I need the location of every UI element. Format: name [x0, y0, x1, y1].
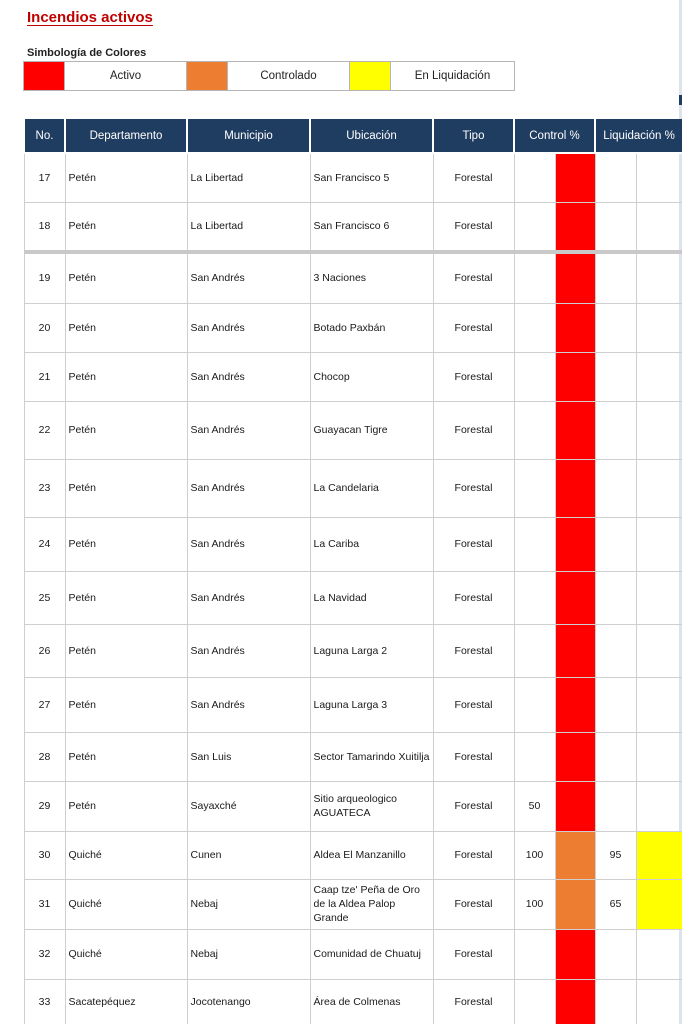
cell-liquidacion-value — [595, 459, 636, 517]
cell-control-status — [555, 979, 595, 1024]
cell-no: 27 — [24, 677, 65, 732]
legend-swatch-liquidacion — [350, 62, 391, 90]
cell-liquidacion-status — [636, 831, 682, 879]
cell-departamento: Quiché — [65, 831, 187, 879]
cell-no: 33 — [24, 979, 65, 1024]
cell-control-value — [514, 153, 555, 202]
cell-departamento: Petén — [65, 202, 187, 252]
cell-ubicacion: Área de Colmenas — [310, 979, 433, 1024]
cell-municipio: San Andrés — [187, 303, 310, 352]
table-row — [24, 929, 682, 979]
table-row — [24, 677, 682, 732]
cell-control-value — [514, 202, 555, 252]
cell-departamento: Petén — [65, 624, 187, 677]
cell-control-value: 100 — [514, 831, 555, 879]
cell-no: 19 — [24, 252, 65, 303]
cell-tipo: Forestal — [433, 459, 514, 517]
cell-tipo: Forestal — [433, 401, 514, 459]
cell-liquidacion-value — [595, 781, 636, 831]
cell-liquidacion-status — [636, 929, 682, 979]
table-row — [24, 732, 682, 781]
cell-tipo: Forestal — [433, 979, 514, 1024]
table-row — [24, 401, 682, 459]
cell-liquidacion-value — [595, 517, 636, 571]
cell-municipio: San Andrés — [187, 401, 310, 459]
cell-liquidacion-status — [636, 979, 682, 1024]
cell-ubicacion: Caap tze' Peña de Oro de la Aldea Palop Grande — [310, 879, 433, 929]
cell-no: 17 — [24, 153, 65, 202]
cell-municipio: Sayaxché — [187, 781, 310, 831]
cell-departamento: Petén — [65, 517, 187, 571]
cell-tipo: Forestal — [433, 879, 514, 929]
cell-municipio: Jocotenango — [187, 979, 310, 1024]
cell-departamento: Petén — [65, 252, 187, 303]
cell-control-status — [555, 401, 595, 459]
header-departamento: Departamento — [65, 119, 187, 153]
cell-municipio: San Andrés — [187, 459, 310, 517]
cell-tipo: Forestal — [433, 252, 514, 303]
cell-liquidacion-value: 65 — [595, 879, 636, 929]
cell-control-status — [555, 303, 595, 352]
table-row — [24, 202, 682, 252]
cell-control-value: 50 — [514, 781, 555, 831]
cell-tipo: Forestal — [433, 153, 514, 202]
cell-departamento: Petén — [65, 677, 187, 732]
cell-departamento: Quiché — [65, 929, 187, 979]
cell-municipio: Nebaj — [187, 879, 310, 929]
table-row — [24, 879, 682, 929]
cell-liquidacion-value — [595, 732, 636, 781]
cell-liquidacion-status — [636, 571, 682, 624]
cell-ubicacion: Aldea El Manzanillo — [310, 831, 433, 879]
cell-departamento: Sacatepéquez — [65, 979, 187, 1024]
cell-departamento: Petén — [65, 459, 187, 517]
cell-municipio: San Andrés — [187, 352, 310, 401]
cell-liquidacion-status — [636, 517, 682, 571]
legend-label-controlado: Controlado — [228, 62, 350, 90]
cell-no: 24 — [24, 517, 65, 571]
cell-liquidacion-value — [595, 624, 636, 677]
cell-tipo: Forestal — [433, 624, 514, 677]
cell-no: 22 — [24, 401, 65, 459]
header-no: No. — [24, 119, 65, 153]
header-municipio: Municipio — [187, 119, 310, 153]
cell-no: 31 — [24, 879, 65, 929]
cell-liquidacion-status — [636, 303, 682, 352]
cell-no: 25 — [24, 571, 65, 624]
legend-swatch-controlado — [187, 62, 228, 90]
cell-municipio: La Libertad — [187, 153, 310, 202]
cell-control-value — [514, 732, 555, 781]
cell-control-status — [555, 252, 595, 303]
cell-departamento: Petén — [65, 401, 187, 459]
cell-ubicacion: Laguna Larga 3 — [310, 677, 433, 732]
cell-liquidacion-value — [595, 571, 636, 624]
cell-control-status — [555, 352, 595, 401]
cell-liquidacion-value — [595, 401, 636, 459]
cell-control-value — [514, 571, 555, 624]
cell-no: 18 — [24, 202, 65, 252]
cell-control-status — [555, 929, 595, 979]
cell-control-status — [555, 571, 595, 624]
table-row — [24, 517, 682, 571]
color-legend — [23, 61, 515, 91]
table-row — [24, 153, 682, 202]
cell-no: 29 — [24, 781, 65, 831]
cell-control-value — [514, 624, 555, 677]
cell-ubicacion: San Francisco 5 — [310, 153, 433, 202]
cell-liquidacion-status — [636, 459, 682, 517]
cell-control-value — [514, 252, 555, 303]
table-row — [24, 571, 682, 624]
header-ubicacion: Ubicación — [310, 119, 433, 153]
cell-liquidacion-value: 95 — [595, 831, 636, 879]
cell-control-status — [555, 677, 595, 732]
cell-ubicacion: Sector Tamarindo Xuitilja — [310, 732, 433, 781]
cell-departamento: Petén — [65, 153, 187, 202]
cell-tipo: Forestal — [433, 732, 514, 781]
cell-tipo: Forestal — [433, 303, 514, 352]
cell-control-value — [514, 677, 555, 732]
cell-no: 23 — [24, 459, 65, 517]
cell-control-value — [514, 401, 555, 459]
cell-liquidacion-value — [595, 929, 636, 979]
cell-liquidacion-value — [595, 202, 636, 252]
cell-control-value — [514, 303, 555, 352]
cell-control-status — [555, 517, 595, 571]
table-row — [24, 831, 682, 879]
cell-liquidacion-status — [636, 401, 682, 459]
cell-control-status — [555, 624, 595, 677]
cell-ubicacion: La Candelaria — [310, 459, 433, 517]
cell-tipo: Forestal — [433, 831, 514, 879]
cell-control-status — [555, 153, 595, 202]
table-row — [24, 459, 682, 517]
cell-departamento: Petén — [65, 571, 187, 624]
cell-municipio: Cunen — [187, 831, 310, 879]
cell-municipio: Nebaj — [187, 929, 310, 979]
cell-municipio: La Libertad — [187, 202, 310, 252]
cell-control-status — [555, 781, 595, 831]
table-row — [24, 624, 682, 677]
cell-departamento: Petén — [65, 732, 187, 781]
legend-label-activo: Activo — [65, 62, 187, 90]
cell-ubicacion: Comunidad de Chuatuj — [310, 929, 433, 979]
cell-control-value — [514, 352, 555, 401]
table-row — [24, 781, 682, 831]
cell-liquidacion-value — [595, 979, 636, 1024]
cell-control-status — [555, 831, 595, 879]
cell-no: 32 — [24, 929, 65, 979]
cell-municipio: San Andrés — [187, 571, 310, 624]
cell-control-value — [514, 979, 555, 1024]
cell-ubicacion: Sitio arqueologico AGUATECA — [310, 781, 433, 831]
cell-liquidacion-status — [636, 352, 682, 401]
cell-ubicacion: La Cariba — [310, 517, 433, 571]
table-row — [24, 352, 682, 401]
cell-control-value — [514, 459, 555, 517]
cell-tipo: Forestal — [433, 781, 514, 831]
cell-control-value — [514, 517, 555, 571]
cell-tipo: Forestal — [433, 571, 514, 624]
cell-liquidacion-status — [636, 781, 682, 831]
cell-liquidacion-status — [636, 624, 682, 677]
cell-departamento: Petén — [65, 352, 187, 401]
cell-ubicacion: La Navidad — [310, 571, 433, 624]
cell-ubicacion: Guayacan Tigre — [310, 401, 433, 459]
cell-liquidacion-value — [595, 252, 636, 303]
header-liquidacion: Liquidación % — [595, 119, 682, 153]
cell-control-status — [555, 459, 595, 517]
legend-swatch-activo — [24, 62, 65, 90]
cell-liquidacion-status — [636, 252, 682, 303]
cell-tipo: Forestal — [433, 929, 514, 979]
table-row — [24, 252, 682, 303]
cell-control-status — [555, 879, 595, 929]
cell-control-value: 100 — [514, 879, 555, 929]
cell-ubicacion: Botado Paxbán — [310, 303, 433, 352]
cell-no: 26 — [24, 624, 65, 677]
table-header-row — [24, 119, 682, 153]
cell-departamento: Quiché — [65, 879, 187, 929]
cell-tipo: Forestal — [433, 352, 514, 401]
cell-no: 20 — [24, 303, 65, 352]
cell-no: 30 — [24, 831, 65, 879]
table-row — [24, 979, 682, 1024]
cell-liquidacion-status — [636, 879, 682, 929]
cell-municipio: San Andrés — [187, 517, 310, 571]
cell-liquidacion-value — [595, 303, 636, 352]
header-tipo: Tipo — [433, 119, 514, 153]
page-title: Incendios activos — [27, 9, 153, 26]
cell-liquidacion-status — [636, 202, 682, 252]
cell-municipio: San Luis — [187, 732, 310, 781]
legend-title: Simbología de Colores — [27, 47, 147, 59]
cell-departamento: Petén — [65, 781, 187, 831]
cell-liquidacion-value — [595, 153, 636, 202]
cell-tipo: Forestal — [433, 677, 514, 732]
cell-ubicacion: 3 Naciones — [310, 252, 433, 303]
cell-tipo: Forestal — [433, 202, 514, 252]
cell-control-status — [555, 732, 595, 781]
cell-ubicacion: Laguna Larga 2 — [310, 624, 433, 677]
cell-departamento: Petén — [65, 303, 187, 352]
cell-tipo: Forestal — [433, 517, 514, 571]
cell-ubicacion: San Francisco 6 — [310, 202, 433, 252]
cell-liquidacion-status — [636, 677, 682, 732]
fires-table — [23, 119, 682, 1024]
cell-control-value — [514, 929, 555, 979]
table-body — [24, 153, 682, 1024]
cell-liquidacion-status — [636, 732, 682, 781]
cell-municipio: San Andrés — [187, 252, 310, 303]
cell-control-status — [555, 202, 595, 252]
cell-no: 21 — [24, 352, 65, 401]
cell-liquidacion-status — [636, 153, 682, 202]
header-control: Control % — [514, 119, 595, 153]
cell-liquidacion-value — [595, 677, 636, 732]
cell-no: 28 — [24, 732, 65, 781]
legend-label-liquidacion: En Liquidación — [414, 70, 491, 82]
table-row — [24, 303, 682, 352]
cell-municipio: San Andrés — [187, 677, 310, 732]
cell-ubicacion: Chocop — [310, 352, 433, 401]
cell-liquidacion-value — [595, 352, 636, 401]
cell-municipio: San Andrés — [187, 624, 310, 677]
